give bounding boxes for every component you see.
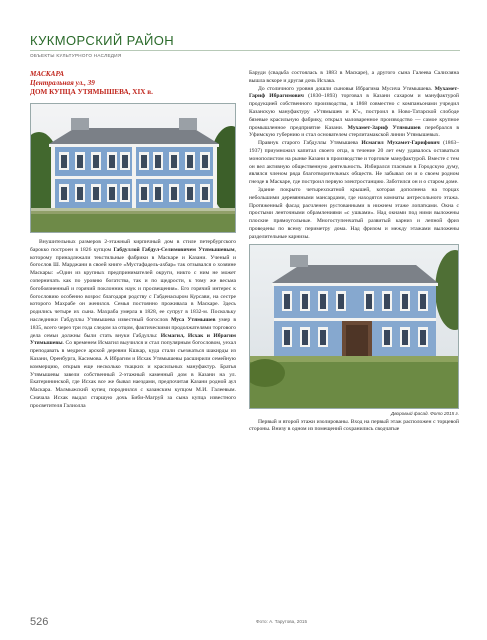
main-facade-photo [30, 103, 236, 233]
photo-caption: Дворовый фасад. Фото 2015 г. [391, 410, 459, 416]
running-header [30, 34, 460, 58]
paragraph-5: Здание покрыто четырехскатной крышей, которая дополнена на торцах небольшими деревянными мансардами, где находятся комнаты антресольного этажа. Протяженный фасад расчленен рустованными в нижнем этаже лопатками. Окна с простыми ленточными обрамлениями «с ушками». Над окнами под ними выложены плоские прямоугольные. Многоступенчатый развитый карниз и лепной фриз проведены по всему периметру дома. Над фризом и между этажами выложены разделительные карнизы. [249, 186, 459, 240]
paragraph-3: До столичного уровня дошли сыновья Ибрагима Мусича Утямышева. Мухамет-Гариф Ибрагимович (1830–1893) торговал в Казани сахаром и мануфактурой продукцией собственного производства, в 1868 совместно с компаньонами учредил Казанскую мануфактуру «Утямышев и Кº», построил в Ново-Татарской слободе бязевые красильную фабрику, открыл маловаренное производство — самое крупное промышленное предприятие Казани. Мухамет-Зариф Утямышев перебрался в Уфимскую губернию и стал основателем стерлитамакской линии Утямышевых. [249, 85, 460, 139]
right-column [249, 70, 459, 434]
paragraph-6: Первый и второй этажи изолированы. Вход на первый этаж расположен с торцевой стороны. Внизу в одном из помещений сохранились сводчатые [249, 418, 459, 433]
paragraph-2: Баруди (свадьба состоялась в 1883 в Маскаре), а другого сына Галеева Салихзяна вышла вскоре и другая дочь Исхака. [249, 70, 459, 84]
section-subtitle: ОБЪЕКТЫ КУЛЬТУРНОГО НАСЛЕДИЯ [30, 53, 122, 58]
left-column [30, 70, 236, 411]
page-number: 526 [30, 616, 49, 628]
address-heading: Центральная ул., 39 [30, 79, 95, 87]
paragraph-4: Правнук старого Габдуллы Утямышева Исмагил Мухамет-Гарифович (1863–1937) приумножил капитал своего отца, в течение 20 лет ему удавалось оставаться монополистом на рынке Казани в производстве и торговле мануфактурой. Вместе с тем он вел активную общественную деятельность. Избирался гласным в Городскую думу, являлся членом ряда благотворительных обществ. Не забывал он и о своем родном гнезде в Маскаре, где построил первую электростанцию. Заботился он и о старом доме. [249, 140, 459, 186]
section-title: КУКМОРСКИЙ РАЙОН [30, 33, 174, 48]
courtyard-facade-photo [249, 244, 459, 409]
place-heading: МАСКАРА [30, 70, 65, 78]
object-title: ДОМ КУПЦА УТЯМЫШЕВА, XIX в. [30, 88, 153, 96]
header-rule [30, 50, 460, 51]
paragraph-1: Внушительных размеров 2-этажный кирпичный дом в стиле петербургского барокко построен в 1826 купцом Габдуллой Габдул-Селимовичем Утямышевым, которому принадлежали текстильные фабрики в Маскаре и Казани. Ученый и богослов Ш. Марджани в своей книге «Мустафадель-ахбар» так отзывался о хозяине Маскары: «Один из крупных предпринимателей округи, никто с ним не может соперничать как по уровню богатства, так и по щедрости, к тому же весьма богобоязненный и горячий поклонник наук и просвещения». Его горячий интерес к богословию особенно возрос благодаря родству с Габденасыром Курсави, на сестре которого Махрабе он женился. Семья постоянно проживала в Маскаре. Здесь родились четыре их сына. Махраба умерла в 1828, ее супруг в 1832-м. Поскольку наследники Габдуллы Утямышева известный богослов Муса Утямышев умер в 1835, всего через три года следом за отцом, фактическими продолжателями торгового дела семьи должны были стать внуки Габдуллы: Исмагил, Исхак и Ибрагим Утямышевы. Со временем Исмагил выучился и стал популярным богословом, уехал преподавать в медресе арской деревни Кшкар, куда стали съезжаться шакирды из Казани, Оренбурга, Касимова. А Ибрагим и Исхак Утямышевы расширили семейную коммерцию, открыв еще несколько ткацких и красильных мануфактур. Братья Утямышевы завели собственный 2-этажный каменный дом в Казани на ул. Екатерининской, где Исхак все же бывал наездами, предпочитая Казани родной аул Маскара. Малмыжский купец породнился с казанским купцом М.И. Галеевым. Сначала Исхак выдал старшую дочь Биби-Магруй за сына купца известного просветителя Галиолла [30, 239, 236, 409]
photo-credit: Фото: А. Тарутова, 2015 [256, 619, 307, 624]
page-footer [30, 616, 460, 628]
